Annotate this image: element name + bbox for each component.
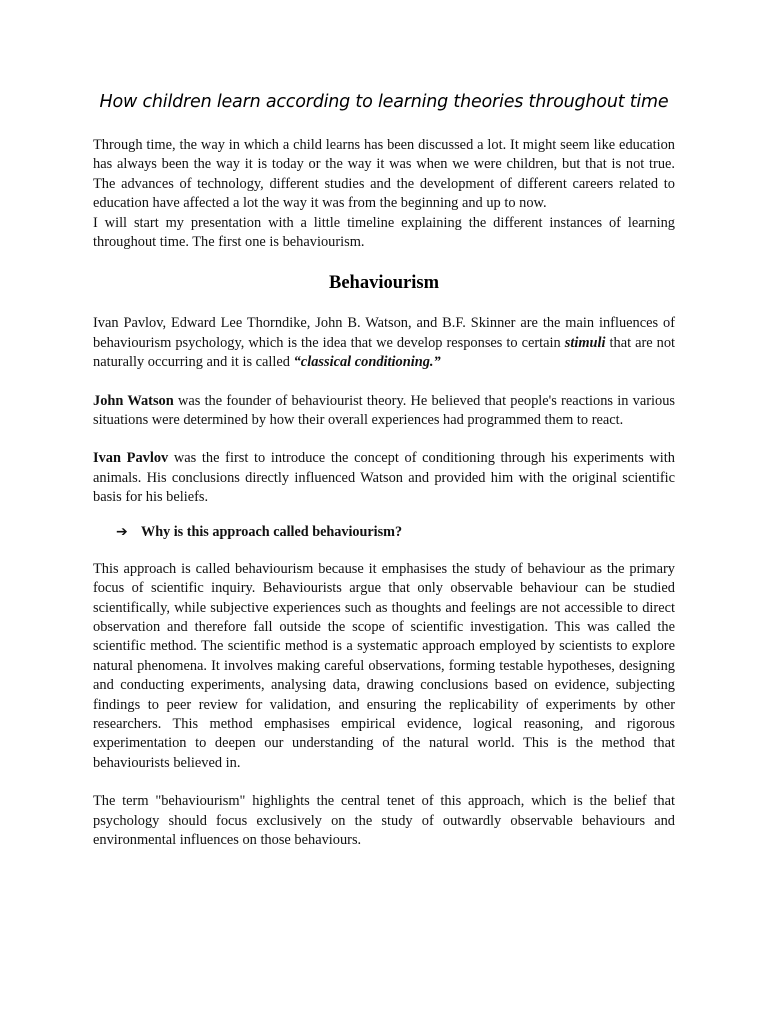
paragraph-gap bbox=[93, 773, 675, 792]
answer-paragraph: The term "behaviourism" highlights the central tenet of this approach, which is the belief that psychology should focus exclusively on the study of outwardly observable behaviours and environmental influences on those behaviours. bbox=[93, 793, 675, 848]
watson-paragraph bbox=[93, 392, 675, 431]
text-run: was the founder of behaviourist theory. He believed that people's reactions in various situations were determined by how their overall experiences had programmed them to react. bbox=[93, 392, 675, 429]
pavlov-paragraph bbox=[93, 449, 675, 507]
intro-paragraph: I will start my presentation with a little timeline explaining the different instances of learning throughout time. The first one is behaviourism. bbox=[93, 214, 675, 251]
emphasis-classical-conditioning: “classical conditioning.” bbox=[293, 354, 441, 371]
text-run: Ivan Pavlov, Edward Lee Thorndike, John B. Watson, and B.F. Skinner are the main influences of behaviourism psychology, which is the idea that we develop responses to certain bbox=[93, 315, 675, 351]
name-john-watson: John Watson bbox=[93, 392, 174, 409]
name-ivan-pavlov: Ivan Pavlov bbox=[93, 450, 169, 467]
arrow-right-icon: ➔ bbox=[116, 523, 128, 540]
text-run: was the first to introduce the concept of conditioning through his experiments with animals. His conclusions directly influenced Watson and provided him with the original scientific basis for his beliefs. bbox=[93, 450, 675, 506]
section-heading: Behaviourism bbox=[329, 273, 439, 294]
paragraph-gap bbox=[93, 430, 675, 449]
paragraph-gap bbox=[93, 373, 675, 392]
answer-paragraph: This approach is called behaviourism because it emphasises the study of behaviour as the primary focus of scientific inquiry. Behaviourists argue that only observable behaviour can be studied scientifically, while subjective experiences such as thoughts and feelings are not accessible to direct observation and therefore fall outside the scope of scientific investigation. This was called the scientific method. The scientific method is a systematic approach employed by scientists to explore natural phenomena. It involves making careful observations, forming testable hypotheses, designing and conducting experiments, analysing data, drawing conclusions based on evidence, subjecting findings to peer review for validation, and ensuring the replicability of experiments by other researchers. This method emphasises empirical evidence, logical reasoning, and rigorous experimentation to deepen our understanding of the natural world. This is the method that behaviourists believed in. bbox=[93, 560, 675, 771]
question-text: Why is this approach called behaviourism? bbox=[141, 523, 403, 540]
influences-paragraph bbox=[93, 314, 675, 372]
intro-paragraph: Through time, the way in which a child learns has been discussed a lot. It might seem like education has always been the way it is today or the way it was when we were children, but that is not true. The advances of technology, different studies and the development of different careers related to education have affected a lot the way it was from the beginning and up to now. bbox=[93, 137, 675, 212]
document-title: How children learn according to learning theories throughout time bbox=[99, 92, 669, 112]
question-bullet bbox=[93, 522, 675, 542]
emphasis-stimuli: stimuli bbox=[564, 334, 606, 351]
text-run: that are not naturally occurring and it is called bbox=[93, 334, 676, 371]
